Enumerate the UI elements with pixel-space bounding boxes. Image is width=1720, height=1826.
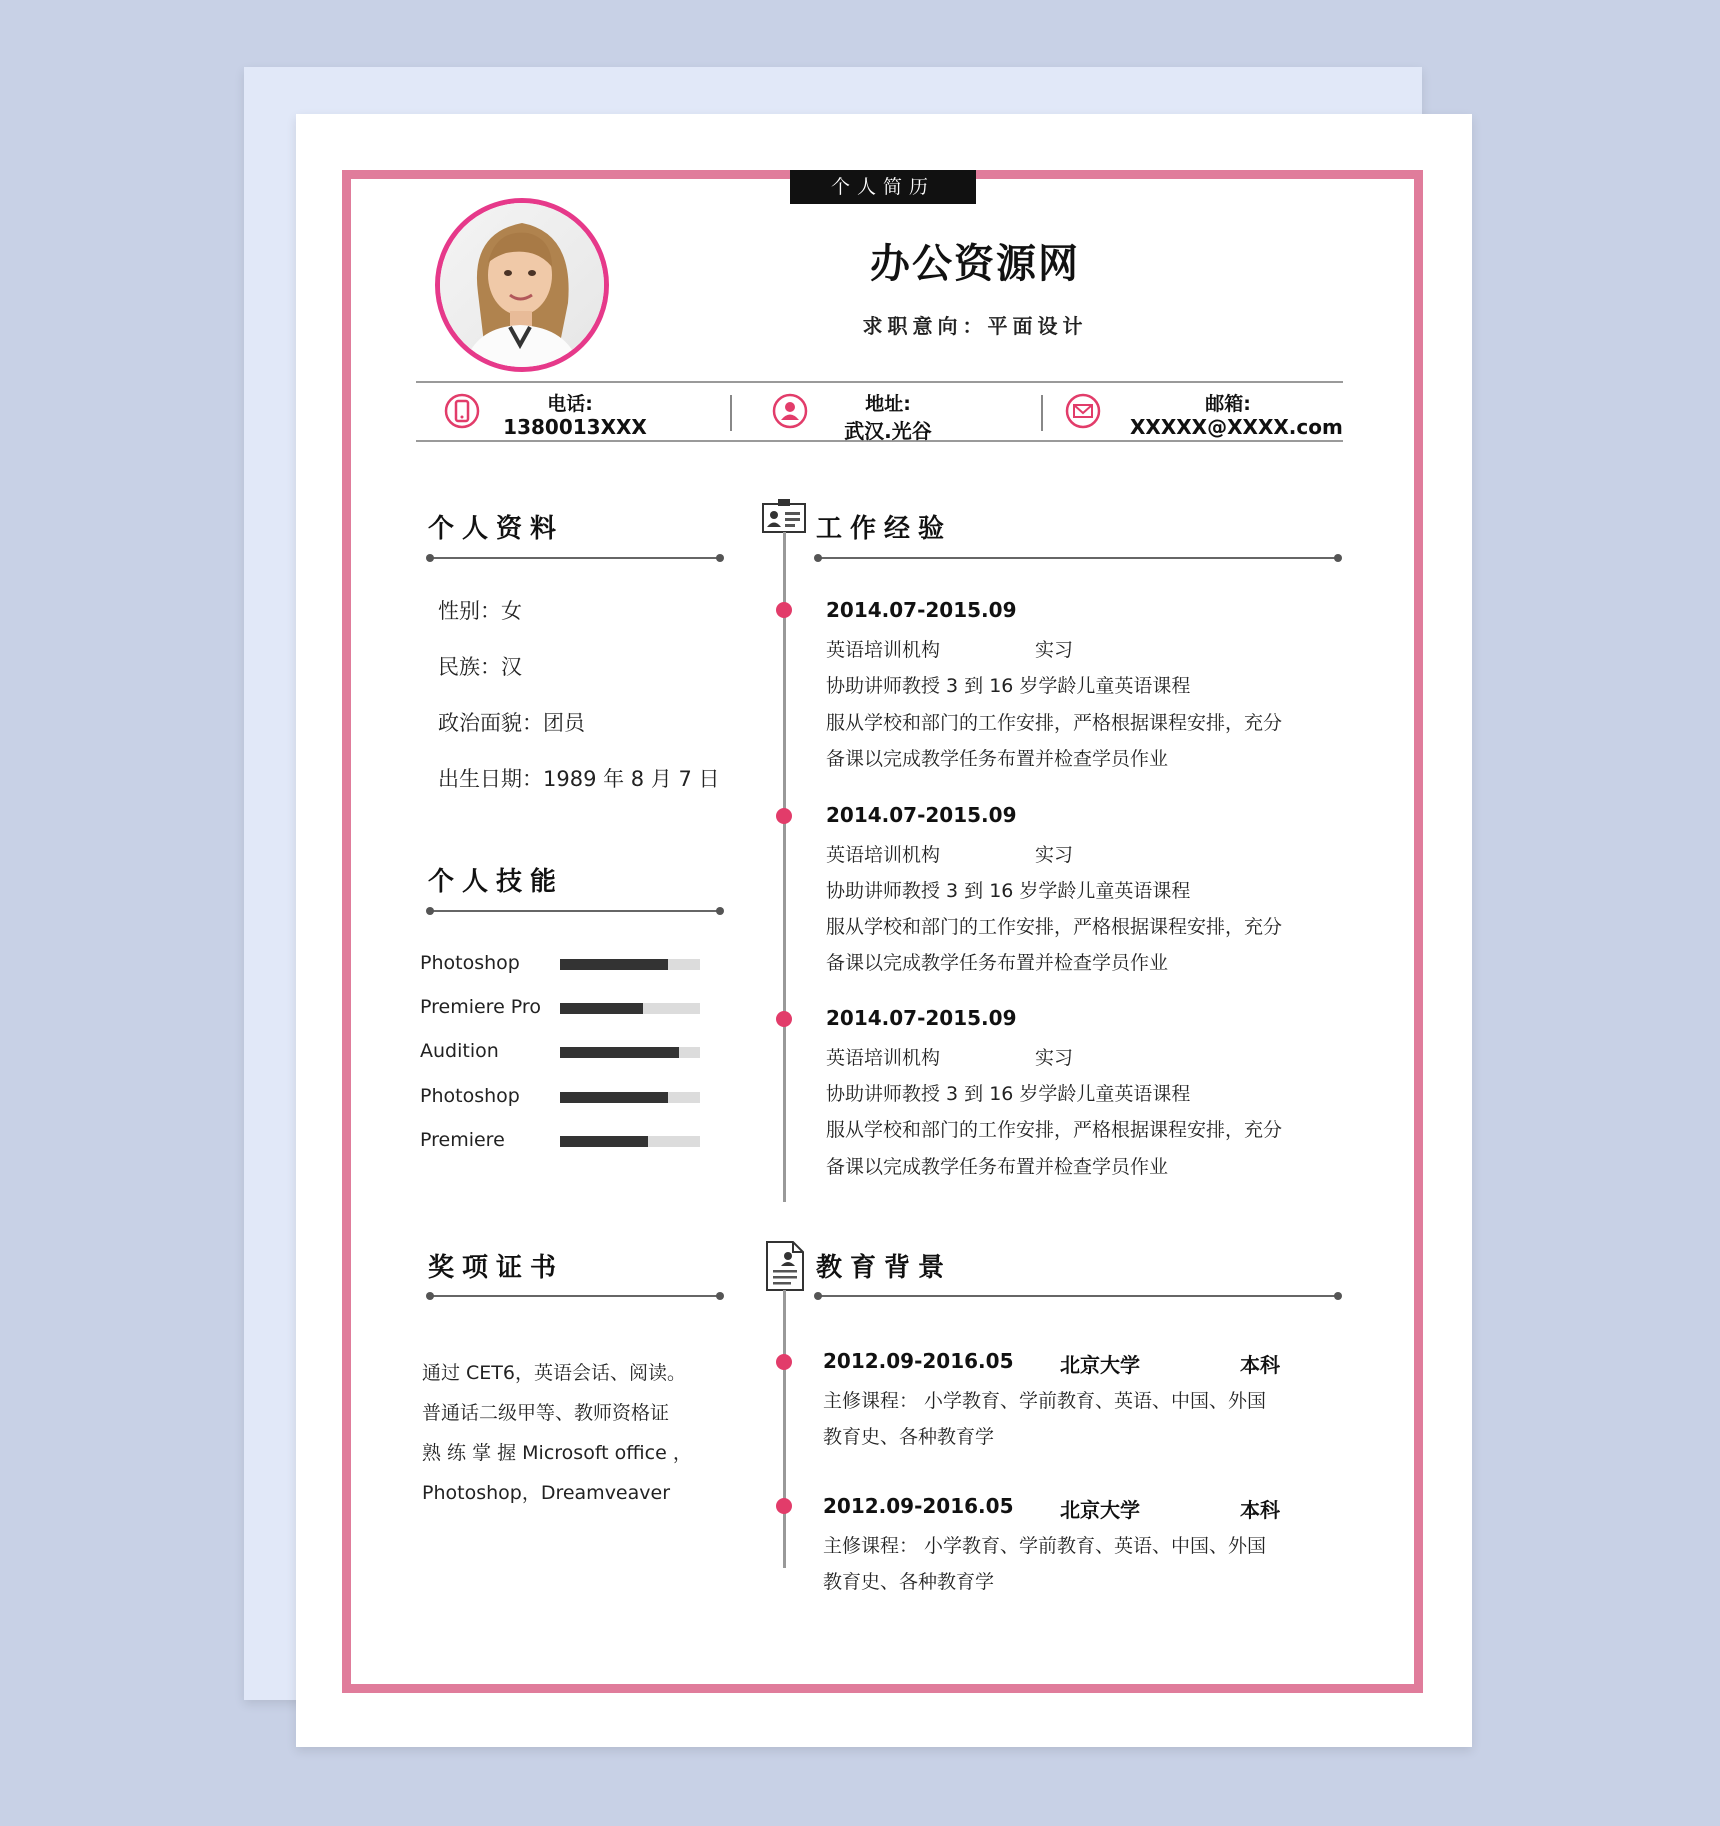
job-intent: 求职意向：平面设计 bbox=[862, 314, 1088, 338]
profile-ethnicity: 民族：汉 bbox=[438, 655, 522, 679]
certificate-line: 普通话二级甲等、教师资格证 bbox=[422, 1402, 670, 1424]
education-date: 2012.09-2016.05 bbox=[823, 1349, 1014, 1373]
education-degree: 本科 bbox=[1240, 1353, 1280, 1377]
phone-value: 1380013XXX bbox=[503, 415, 647, 439]
education-courses: 主修课程： 小学教育、学前教育、英语、中国、外国 bbox=[823, 1390, 1267, 1412]
user-icon bbox=[772, 393, 808, 429]
timeline-dot bbox=[776, 602, 792, 618]
work-role: 实习 bbox=[1035, 639, 1074, 661]
skill-name: Audition bbox=[420, 1040, 499, 1062]
certificate-line: 通过 CET6，英语会话、阅读。 bbox=[422, 1362, 687, 1384]
work-org: 英语培训机构 bbox=[826, 1047, 941, 1069]
id-card-icon bbox=[762, 498, 806, 534]
certificate-line: Photoshop，Dreamveaver bbox=[422, 1482, 671, 1504]
work-description: 服从学校和部门的工作安排，严格根据课程安排，充分 bbox=[826, 916, 1283, 938]
phone-icon bbox=[444, 393, 480, 429]
skill-bar-fill bbox=[560, 1092, 668, 1103]
skills-title-rule bbox=[430, 910, 720, 912]
timeline-dot bbox=[776, 808, 792, 824]
skill-bar-fill bbox=[560, 1136, 648, 1147]
header-tab: 个人简历 bbox=[790, 170, 976, 204]
education-title-rule bbox=[818, 1295, 1338, 1297]
work-date: 2014.07-2015.09 bbox=[826, 1006, 1017, 1030]
portrait-photo bbox=[440, 203, 604, 367]
skill-bar-fill bbox=[560, 1003, 643, 1014]
profile-political-status: 政治面貌：团员 bbox=[438, 711, 585, 735]
skill-name: Premiere bbox=[420, 1129, 505, 1151]
certificate-line: 熟 练 掌 握 Microsoft office ， bbox=[422, 1442, 692, 1464]
work-date: 2014.07-2015.09 bbox=[826, 803, 1017, 827]
skill-bar bbox=[560, 1136, 700, 1147]
work-org: 英语培训机构 bbox=[826, 639, 941, 661]
work-description: 备课以完成教学任务布置并检查学员作业 bbox=[826, 952, 1169, 974]
address-label: 地址: bbox=[865, 393, 911, 415]
certificates-title-rule bbox=[430, 1295, 720, 1297]
work-description: 备课以完成教学任务布置并检查学员作业 bbox=[826, 748, 1169, 770]
work-date: 2014.07-2015.09 bbox=[826, 598, 1017, 622]
skill-name: Photoshop bbox=[420, 1085, 520, 1107]
skill-bar bbox=[560, 1047, 700, 1058]
education-courses: 教育史、各种教育学 bbox=[823, 1571, 995, 1593]
address-value: 武汉.光谷 bbox=[844, 419, 932, 443]
education-timeline bbox=[783, 1290, 786, 1568]
contact-separator bbox=[1041, 395, 1043, 431]
work-role: 实习 bbox=[1035, 844, 1074, 866]
skill-bar bbox=[560, 1092, 700, 1103]
work-timeline bbox=[783, 532, 786, 1202]
timeline-dot bbox=[776, 1354, 792, 1370]
avatar bbox=[435, 198, 609, 372]
work-title-rule bbox=[818, 557, 1338, 559]
certificates-title: 奖项证书 bbox=[428, 1253, 565, 1283]
skill-bar-fill bbox=[560, 959, 668, 970]
work-org: 英语培训机构 bbox=[826, 844, 941, 866]
education-courses: 教育史、各种教育学 bbox=[823, 1426, 995, 1448]
work-description: 服从学校和部门的工作安排，严格根据课程安排，充分 bbox=[826, 712, 1283, 734]
education-date: 2012.09-2016.05 bbox=[823, 1494, 1014, 1518]
timeline-dot bbox=[776, 1498, 792, 1514]
skill-bar bbox=[560, 959, 700, 970]
profile-title: 个人资料 bbox=[428, 514, 565, 544]
work-description: 协助讲师教授 3 到 16 岁学龄儿童英语课程 bbox=[826, 675, 1191, 697]
contact-divider-top bbox=[416, 381, 1343, 383]
work-title: 工作经验 bbox=[816, 514, 953, 544]
education-school: 北京大学 bbox=[1060, 1498, 1140, 1522]
skill-bar-fill bbox=[560, 1047, 679, 1058]
education-degree: 本科 bbox=[1240, 1498, 1280, 1522]
email-value: XXXXX@XXXX.com bbox=[1130, 415, 1343, 439]
skills-title: 个人技能 bbox=[428, 867, 565, 897]
skill-bar bbox=[560, 1003, 700, 1014]
work-description: 协助讲师教授 3 到 16 岁学龄儿童英语课程 bbox=[826, 880, 1191, 902]
skill-name: Photoshop bbox=[420, 952, 520, 974]
candidate-name: 办公资源网 bbox=[870, 241, 1080, 287]
timeline-dot bbox=[776, 1011, 792, 1027]
work-description: 备课以完成教学任务布置并检查学员作业 bbox=[826, 1156, 1169, 1178]
education-title: 教育背景 bbox=[816, 1253, 953, 1283]
work-description: 服从学校和部门的工作安排，严格根据课程安排，充分 bbox=[826, 1119, 1283, 1141]
education-school: 北京大学 bbox=[1060, 1353, 1140, 1377]
work-role: 实习 bbox=[1035, 1047, 1074, 1069]
profile-title-rule bbox=[430, 557, 720, 559]
mail-icon bbox=[1065, 393, 1101, 429]
education-courses: 主修课程： 小学教育、学前教育、英语、中国、外国 bbox=[823, 1535, 1267, 1557]
profile-birthdate: 出生日期：1989 年 8 月 7 日 bbox=[438, 767, 720, 791]
resume-document-icon bbox=[765, 1240, 805, 1292]
skill-name: Premiere Pro bbox=[420, 996, 541, 1018]
work-description: 协助讲师教授 3 到 16 岁学龄儿童英语课程 bbox=[826, 1083, 1191, 1105]
profile-gender: 性别：女 bbox=[438, 599, 522, 623]
phone-label: 电话: bbox=[547, 393, 593, 415]
contact-separator bbox=[730, 395, 732, 431]
email-label: 邮箱: bbox=[1205, 393, 1251, 415]
